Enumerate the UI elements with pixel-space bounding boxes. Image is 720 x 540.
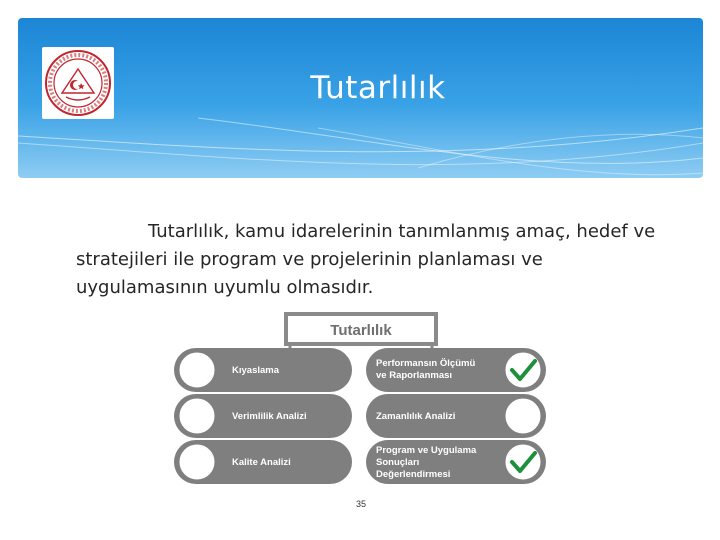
body-paragraph: Tutarlılık, kamu idarelerinin tanımlanmış amaç, hedef ve stratejileri ile program ve projelerinin planlaması ve uygulamasının uyumlu olmasıdır. — [76, 221, 656, 298]
diagram-row — [174, 440, 546, 484]
diagram-right-line: Sonuçları — [376, 457, 420, 468]
diagram-left-circle-icon — [178, 351, 216, 389]
slide-header — [18, 18, 703, 178]
diagram-right-circle-icon — [504, 443, 542, 481]
diagram-right-label — [376, 411, 455, 422]
ministry-seal-icon — [42, 47, 114, 119]
diagram-right-circle-icon — [504, 351, 542, 389]
diagram-left-label: Verimlilik Analizi — [232, 411, 307, 422]
page-number: 35 — [355, 499, 366, 509]
diagram-header-label: Tutarlılık — [330, 322, 392, 339]
diagram-right-line: Program ve Uygulama — [376, 445, 477, 456]
diagram-left-label: Kıyaslama — [232, 365, 280, 376]
diagram-left-circle-icon — [178, 443, 216, 481]
diagram-right-line: Zamanlılık Analizi — [376, 411, 456, 422]
diagram-right-circle-icon — [504, 397, 542, 435]
diagram-left-label: Kalite Analizi — [232, 457, 291, 468]
diagram-left-circle-icon — [178, 397, 216, 435]
ministry-logo — [42, 47, 114, 119]
diagram-right-line: Performansın Ölçümü — [376, 358, 476, 369]
consistency-diagram — [170, 310, 550, 495]
diagram-right-line: ve Raporlanması — [376, 370, 453, 381]
diagram-right-line: Değerlendirmesi — [376, 469, 451, 480]
diagram-row — [174, 394, 546, 438]
diagram-row — [174, 348, 546, 392]
slide-body-text — [76, 218, 676, 302]
slide-title: Tutarlılık — [310, 70, 446, 106]
